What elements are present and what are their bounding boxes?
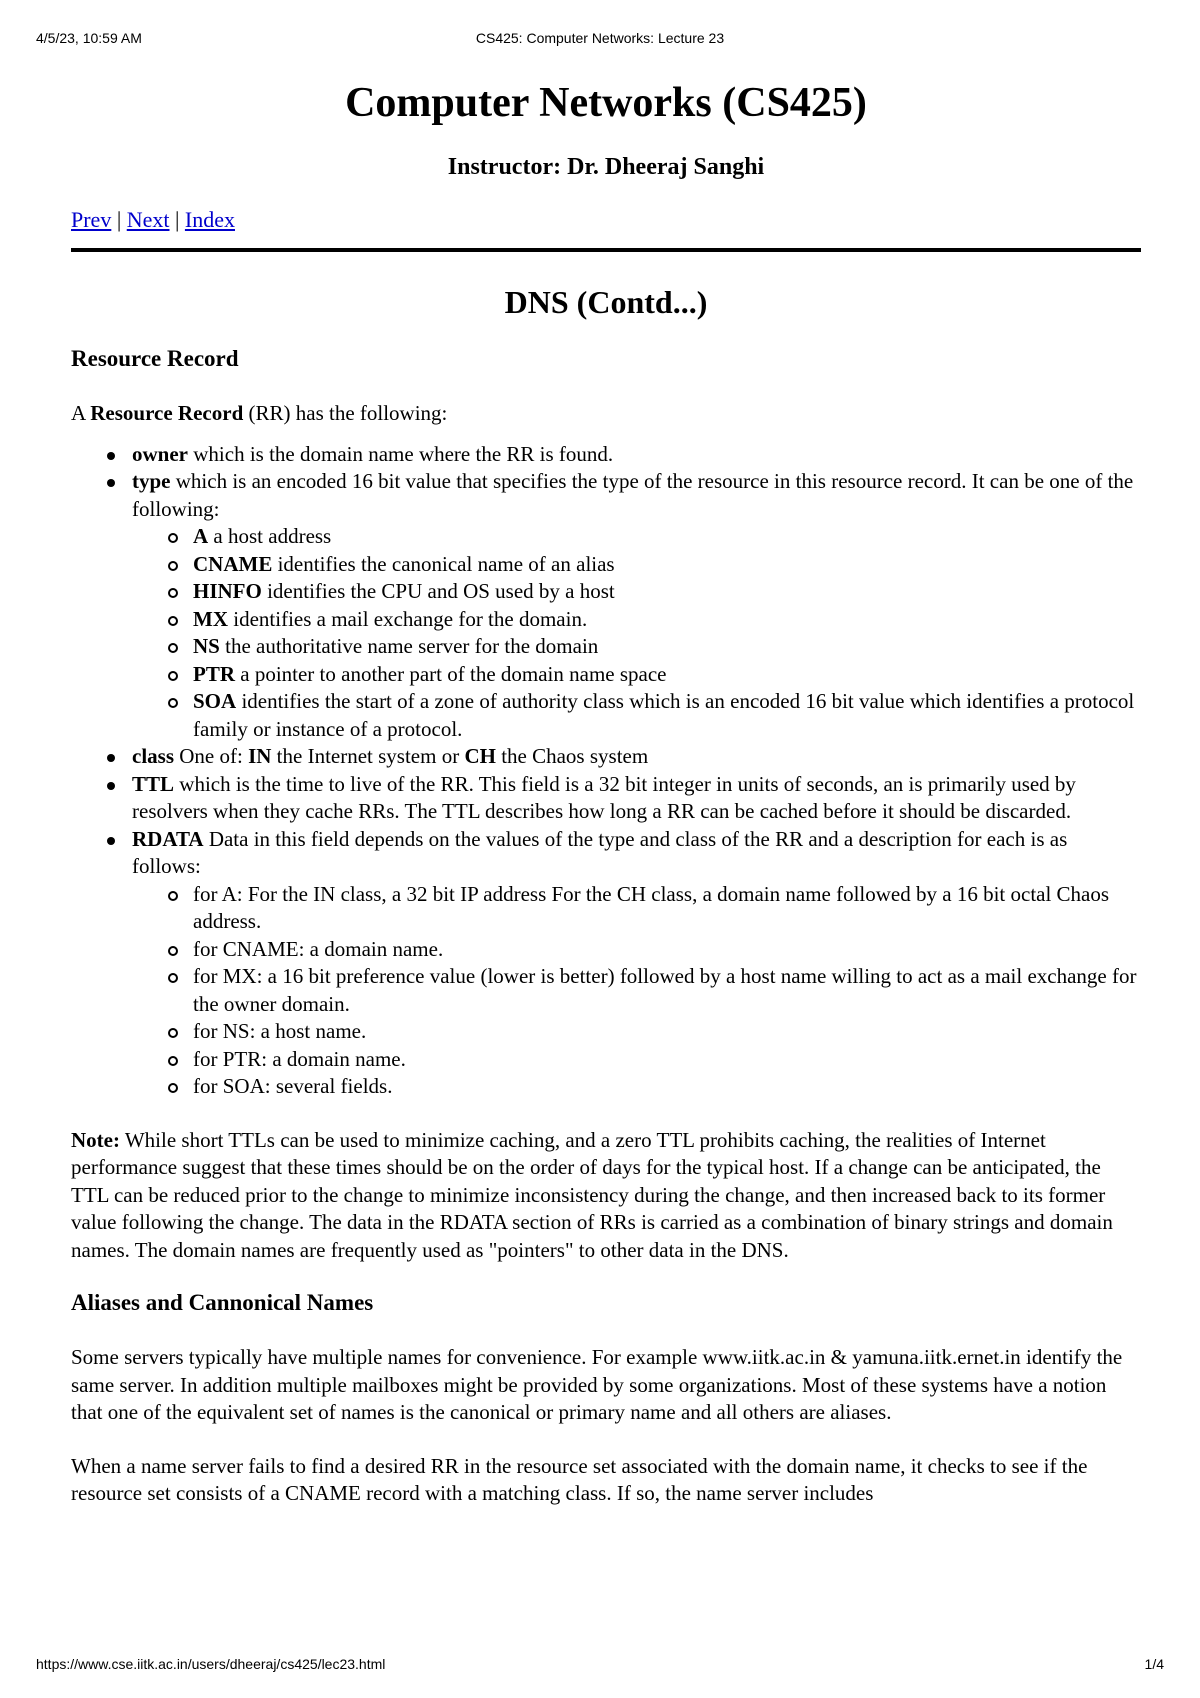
rr-field-list — [71, 441, 1141, 1101]
lecture-nav — [71, 206, 1141, 234]
list-item: for NS: a host name. — [193, 1018, 1141, 1046]
list-item: TTL which is the time to live of the RR. This field is a 32 bit integer in units of seconds, an is primarily used by resolvers when they cache RRs. The TTL describes how long a RR can be cached before it should be discarded. — [132, 771, 1141, 826]
course-title: Computer Networks (CS425) — [345, 80, 867, 126]
nav-separator: | — [116, 207, 122, 232]
nav-separator: | — [175, 207, 180, 232]
page-content — [71, 70, 1141, 1508]
list-item: for MX: a 16 bit preference value (lower is better) followed by a host name willing to act as a mail exchange for the owner domain. — [193, 963, 1141, 1018]
list-item: MX identifies a mail exchange for the domain. — [193, 606, 1141, 634]
resource-record-intro: A Resource Record (RR) has the following: — [71, 401, 448, 425]
resource-record-heading: Resource Record — [71, 346, 239, 371]
note-label: Note: — [71, 1127, 120, 1152]
print-url: https://www.cse.iitk.ac.in/users/dheeraj/cs425/lec23.html — [36, 1656, 386, 1672]
list-item: for PTR: a domain name. — [193, 1046, 1141, 1074]
list-item: owner which is the domain name where the RR is found. — [132, 441, 1141, 469]
list-item: PTR a pointer to another part of the domain name space — [193, 661, 1141, 689]
list-item: type which is an encoded 16 bit value that specifies the type of the resource in this resource record. It can be one of the following: A a host address CNAME identifies the canonical name of an alias HINFO identifies the CPU and OS used by a host MX identifies a mail exchange for the domain. NS the authoritative name server for the domain PTR a pointer to another part of the domain name space SOA identifies the start of a zone of authority class which is an encoded 16 bit value which identifies a protocol family or instance of a protocol. — [132, 468, 1141, 743]
list-item: A a host address — [193, 523, 1141, 551]
section-title: DNS (Contd...) — [504, 284, 708, 320]
list-item: RDATA Data in this field depends on the values of the type and class of the RR and a description for each is as follows: for A: For the IN class, a 32 bit IP address For the CH class, a domain name followed by a 16 bit octal Chaos address. for CNAME: a domain name. for MX: a 16 bit preference value (lower is better) followed by a host name willing to act as a mail exchange for the owner domain. for NS: a host name. for PTR: a domain name. for SOA: several fields. — [132, 826, 1141, 1101]
print-page-title: CS425: Computer Networks: Lecture 23 — [475, 30, 725, 46]
list-item: NS the authoritative name server for the domain — [193, 633, 1141, 661]
aliases-paragraph: Some servers typically have multiple names for convenience. For example www.iitk.ac.in & yamuna.iitk.ernet.in identify the same server. In addition multiple mailboxes might be provided by some organizations. Most of these systems have a notion that one of the equivalent set of names is the canonical or primary name and all others are aliases. — [71, 1345, 1123, 1424]
list-item: class One of: IN the Internet system or CH the Chaos system — [132, 743, 1141, 771]
list-item: CNAME identifies the canonical name of an alias — [193, 551, 1141, 579]
divider — [71, 248, 1141, 252]
rdata-list — [132, 881, 1141, 1101]
rr-type-list — [132, 523, 1141, 743]
print-page-number: 1/4 — [1144, 1656, 1164, 1672]
list-item: SOA identifies the start of a zone of authority class which is an encoded 16 bit value which identifies a protocol family or instance of a protocol. — [193, 688, 1141, 743]
list-item: for CNAME: a domain name. — [193, 936, 1141, 964]
print-datetime: 4/5/23, 10:59 AM — [36, 30, 142, 46]
next-link[interactable]: Next — [126, 207, 170, 232]
list-item: HINFO identifies the CPU and OS used by a host — [193, 578, 1141, 606]
aliases-paragraph-2: When a name server fails to find a desired RR in the resource set associated with the domain name, it checks to see if the resource set consists of a CNAME record with a matching class. If so, the name server includes — [71, 1453, 1088, 1505]
prev-link[interactable]: Prev — [71, 207, 112, 232]
aliases-heading: Aliases and Cannonical Names — [71, 1290, 374, 1315]
list-item: for A: For the IN class, a 32 bit IP address For the CH class, a domain name followed by a 16 bit octal Chaos address. — [193, 881, 1141, 936]
instructor-name: Instructor: Dr. Dheeraj Sanghi — [447, 154, 765, 180]
list-item: for SOA: several fields. — [193, 1073, 1141, 1101]
index-link[interactable]: Index — [184, 207, 235, 232]
note-paragraph: Note: While short TTLs can be used to minimize caching, and a zero TTL prohibits caching, the realities of Internet performance suggest that these times should be on the order of days for the typical host. If a change can be anticipated, the TTL can be reduced prior to the change to minimize inconsistency during the change, and then increased back to its former value following the change. The data in the RDATA section of RRs is carried as a combination of binary strings and domain names. The domain names are frequently used as "pointers" to other data in the DNS. — [71, 1127, 1113, 1262]
